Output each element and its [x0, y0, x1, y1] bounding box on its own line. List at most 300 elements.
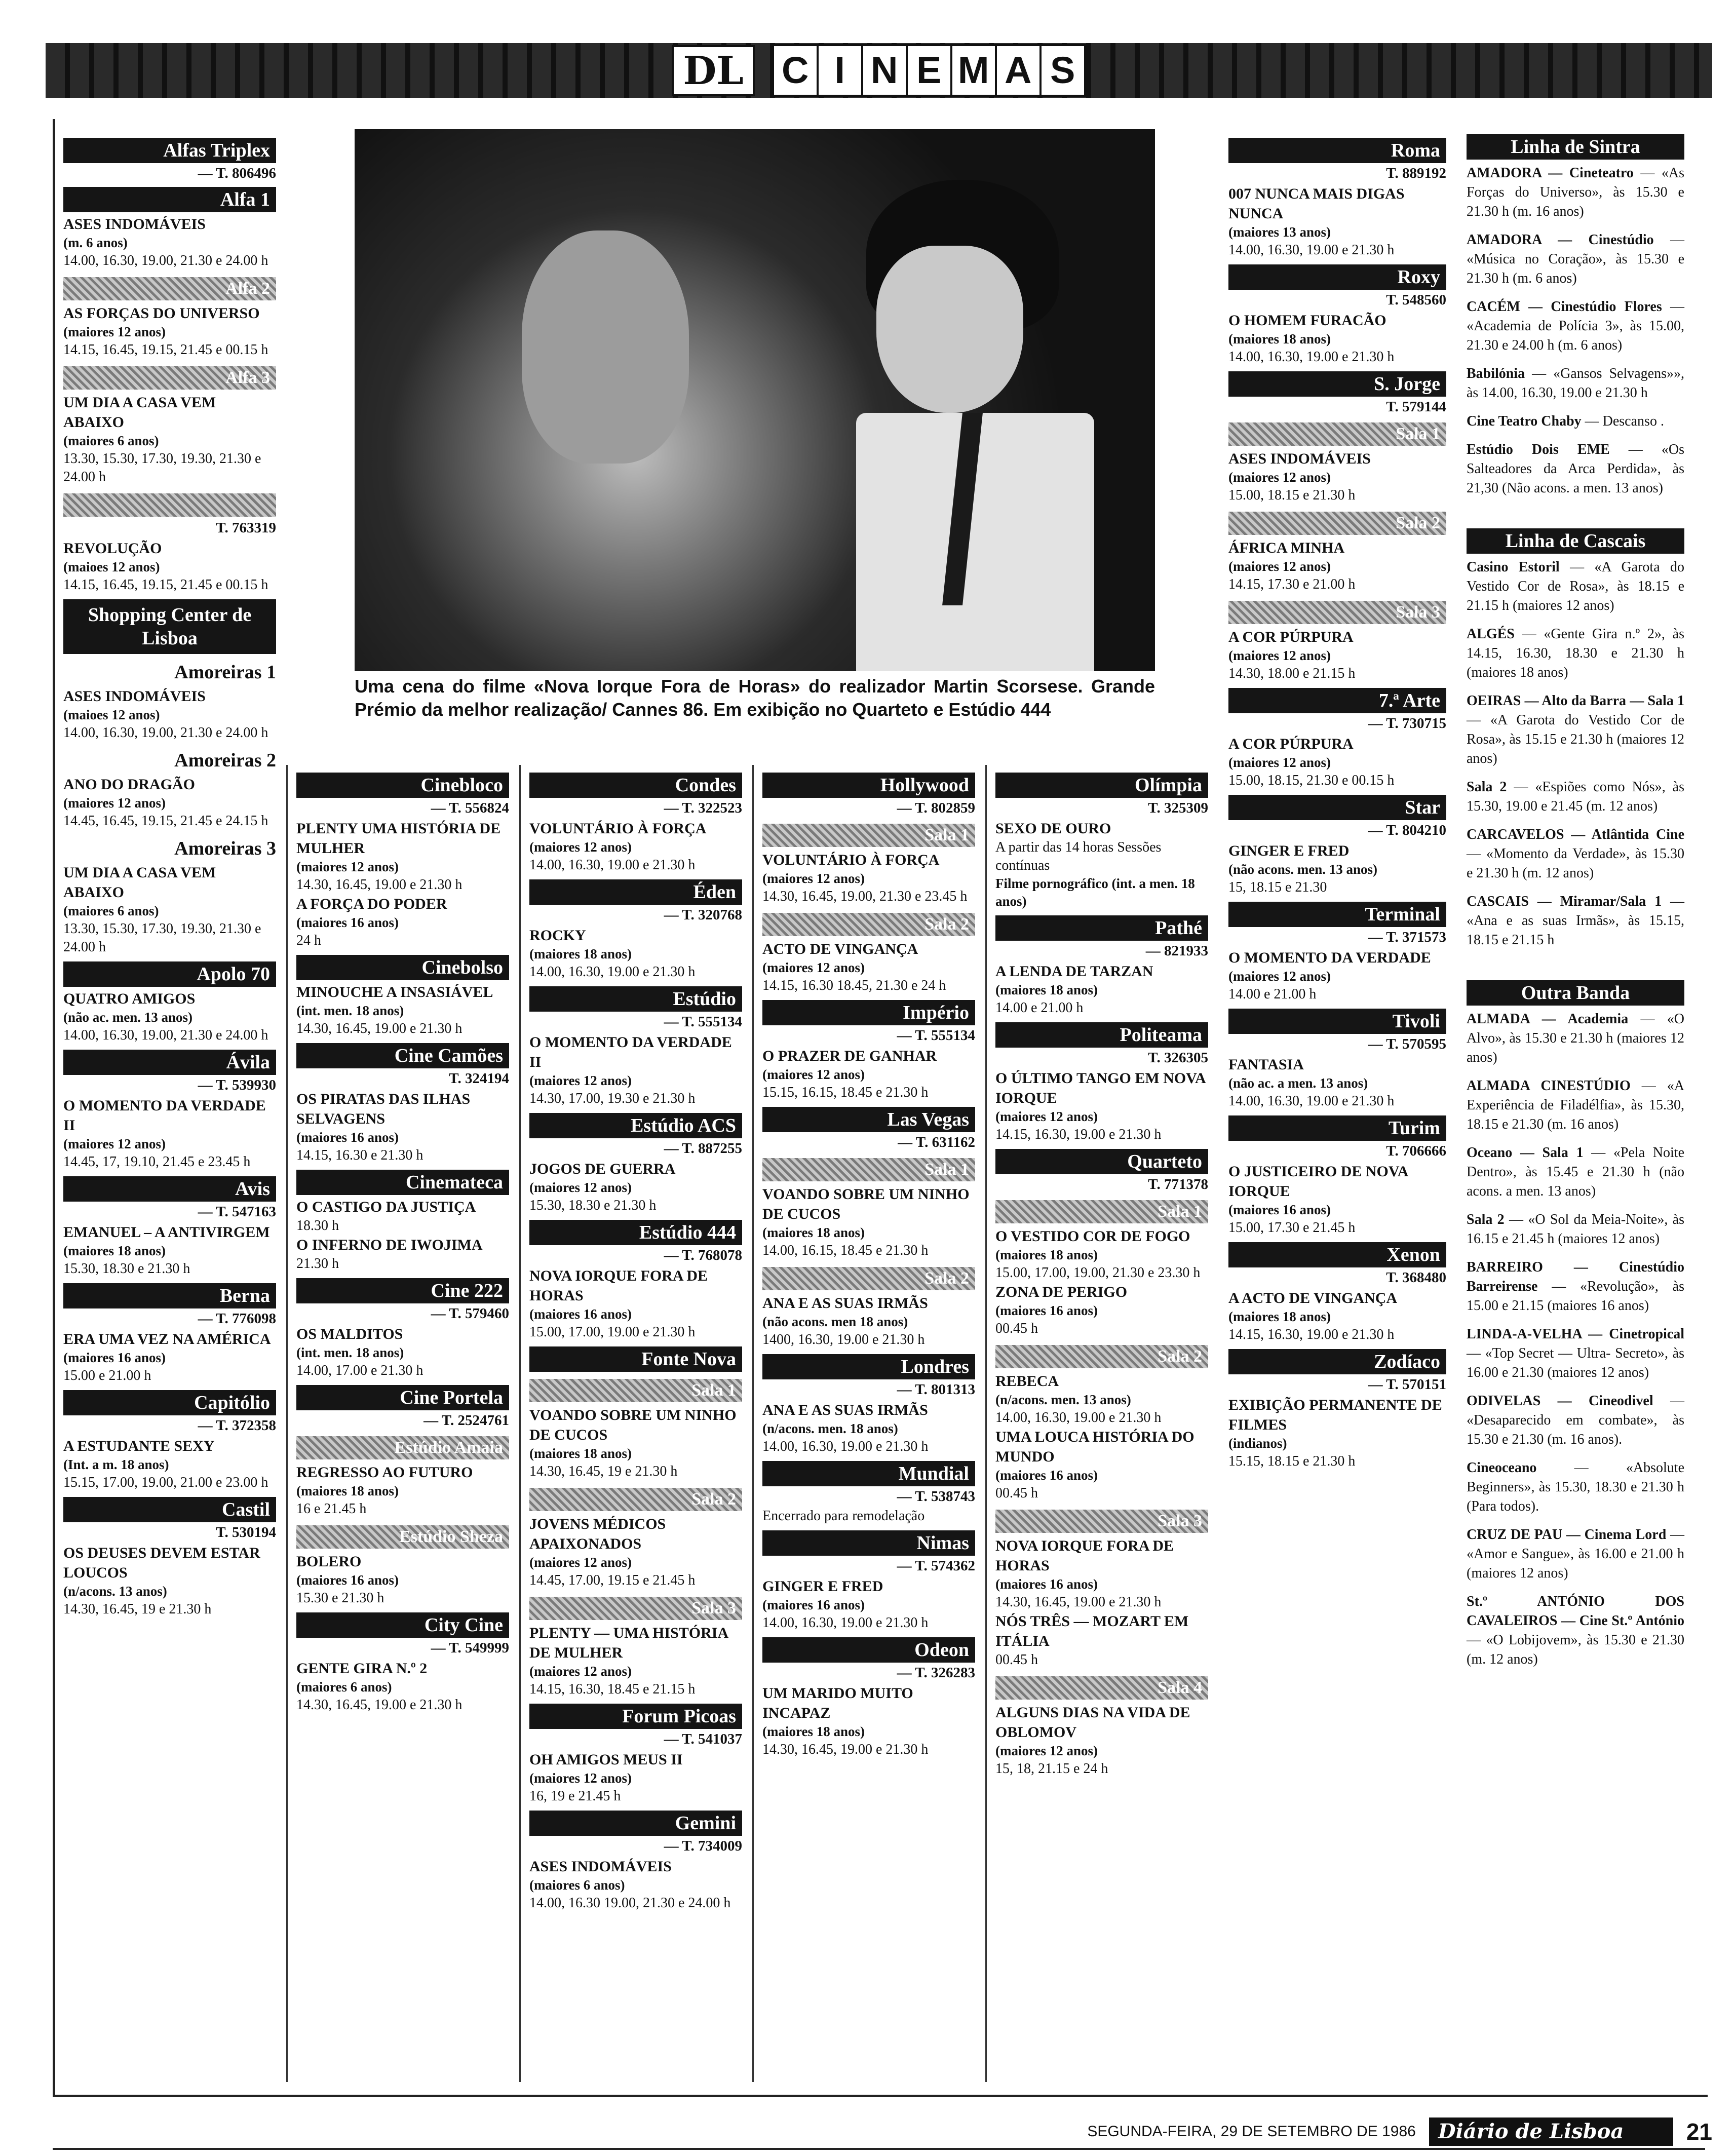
cinema-entry: [1228, 512, 1446, 594]
film-title: ÁFRICA MINHA: [1228, 540, 1345, 556]
cinema-name: Cine Camões: [296, 1043, 509, 1068]
cinema-entry: [529, 1113, 742, 1215]
showtimes: 14.45, 17, 19.10, 21.45 e 23.45 h: [63, 1154, 251, 1170]
film-title: JOGOS DE GUERRA: [529, 1161, 676, 1177]
cinema-entry: [995, 1200, 1208, 1338]
listing-text: — «O Alvo», às 15.30 e 21.30 h (maiores 12 anos): [1467, 1011, 1684, 1065]
column-lisbon-a: [63, 133, 276, 1619]
phone-number: — T. 555134: [897, 1027, 975, 1044]
cinema-name: Capitólio: [63, 1390, 276, 1415]
film-title: ANA E AS SUAS IRMÃS: [762, 1402, 928, 1418]
listing-text: — «Top Secret — Ultra- Secreto», às 16.00 e 21.30 (maiores 12 anos): [1467, 1345, 1684, 1380]
room-label: Estúdio Amaia: [296, 1436, 509, 1459]
cinema-name: Quarteto: [995, 1149, 1208, 1174]
listing-text: — «A Experiência de Filadélfia», às 15.30, 18.15 e 21.30 (m. 16 anos): [1467, 1078, 1684, 1132]
cinema-name: Londres: [762, 1354, 975, 1379]
age-rating: (Int. a m. 18 anos): [63, 1457, 169, 1472]
age-rating: (não acons. men 18 anos): [762, 1314, 908, 1329]
cinema-entry: [63, 599, 276, 654]
cinema-name: Cine 222: [296, 1278, 509, 1303]
phone-number: T. 530194: [216, 1524, 276, 1541]
phone-number: — 821933: [1145, 943, 1208, 959]
cinema-name: Xenon: [1228, 1242, 1446, 1267]
film-title: OS DEUSES DEVEM ESTAR LOUCOS: [63, 1545, 260, 1581]
region-listing: [1467, 230, 1684, 288]
region-listing: [1467, 892, 1684, 950]
cinema-entry: [63, 1050, 276, 1171]
listing-text: — «Amor e Sangue», às 16.00 e 21.00 h (maiores 12 anos): [1467, 1527, 1685, 1581]
film-title: GENTE GIRA N.º 2: [296, 1660, 428, 1677]
age-rating: Filme pornográfico (int. a men. 18 anos): [995, 876, 1195, 909]
showtimes: 14.00, 16.30, 19.00 e 21.30 h: [762, 1439, 929, 1454]
region-listing: [1467, 825, 1684, 883]
film-title: SEXO DE OURO: [995, 820, 1111, 837]
film-title: O CASTIGO DA JUSTIÇA: [296, 1199, 476, 1215]
title-letter: C: [772, 44, 819, 97]
showtimes: 00.45 h: [995, 1321, 1038, 1336]
newspaper-name: Diário de Lisboa: [1429, 2118, 1673, 2146]
age-rating: (maiores 6 anos): [296, 1679, 392, 1695]
page-footer: [952, 2116, 1712, 2147]
age-rating: (maioes 12 anos): [63, 559, 160, 574]
showtimes: 15.30, 18.30 e 21.30 h: [529, 1198, 657, 1213]
cinema-name: Cinemateca: [296, 1170, 509, 1195]
showtimes: 14.00, 16.30, 19.00 e 21.30 h: [995, 1410, 1162, 1426]
age-rating: (maiores 18 anos): [995, 982, 1098, 997]
photo-caption: Uma cena do filme «Nova Iorque Fora de Horas» do realizador Martin Scorsese. Grande Prémio da melhor realização/ Cannes 86. Em exibição no Quarteto e Estúdio 444: [355, 676, 1155, 720]
showtimes: 14.00, 17.00 e 21.30 h: [296, 1363, 423, 1378]
column-divider: [985, 765, 987, 2082]
age-rating: (maiores 16 anos): [296, 915, 399, 930]
showtimes: 14.00, 16.30, 19.00 e 21.30 h: [762, 1615, 929, 1631]
phone-number: T. 324194: [449, 1070, 509, 1087]
phone-number: — T. 730715: [1368, 715, 1446, 732]
showtimes: 00.45 h: [995, 1652, 1038, 1668]
region-listing: [1467, 1076, 1684, 1134]
age-rating: (maiores 18 anos): [296, 1483, 399, 1498]
issue-date: SEGUNDA-FEIRA, 29 DE SETEMBRO DE 1986: [1087, 2123, 1416, 2140]
cinema-entry: [63, 277, 276, 359]
listing-text: — «Academia de Polícia 3», às 15.00, 21.30 e 24.00 h (m. 6 anos): [1467, 299, 1685, 353]
cinema-entry: [762, 1267, 975, 1349]
cinema-name: Éden: [529, 879, 742, 905]
age-rating: (maiores 12 anos): [296, 859, 399, 874]
cinema-entry: [529, 1704, 742, 1805]
phone-number: — T. 570595: [1368, 1036, 1446, 1052]
cinema-name: Star: [1228, 795, 1446, 820]
phone-number: — T. 322523: [664, 800, 742, 816]
phone-number: T. 325309: [1148, 800, 1208, 816]
cinema-entry: [529, 1220, 742, 1341]
film-title: EXIBIÇÃO PERMANENTE DE FILMES: [1228, 1397, 1442, 1433]
film-title: JOVENS MÉDICOS APAIXONADOS: [529, 1516, 666, 1552]
showtimes: 14.00, 16.30, 19.00 e 21.30 h: [529, 964, 696, 980]
cinema-entry: [1228, 601, 1446, 683]
room-label: Estúdio Sheza: [296, 1525, 509, 1549]
showtimes: 14.45, 17.00, 19.15 e 21.45 h: [529, 1572, 696, 1588]
room-label: Sala 3: [995, 1510, 1208, 1533]
age-rating: (maiores 16 anos): [995, 1303, 1098, 1318]
column-lisbon-f: [1228, 133, 1446, 1471]
region-listing: [1467, 558, 1684, 615]
cinema-entry: [296, 1385, 509, 1429]
film-title: ANO DO DRAGÃO: [63, 776, 195, 793]
film-title: REGRESSO AO FUTURO: [296, 1464, 473, 1481]
room-label: Sala 2: [762, 913, 975, 936]
cinema-entry: [529, 1488, 742, 1590]
cinema-name: Mundial: [762, 1461, 975, 1486]
cinema-entry: [995, 1676, 1208, 1778]
cinema-entry: [296, 1278, 509, 1380]
cinema-entry: [995, 773, 1208, 910]
cinema-entry: [1228, 902, 1446, 1004]
film-title: ALGUNS DIAS NA VIDA DE OBLOMOV: [995, 1704, 1190, 1741]
film-title: ASES INDOMÁVEIS: [529, 1858, 672, 1875]
film-title: OS MALDITOS: [296, 1326, 403, 1342]
cinema-entry: [762, 913, 975, 995]
listing-text: — «O Sol da Meia-Noite», às 16.15 e 21.45 h (maiores 12 anos): [1467, 1212, 1685, 1247]
showtimes: 14.00, 16.30 19.00, 21.30 e 24.00 h: [529, 1895, 731, 1911]
cinema-name: Império: [762, 1000, 975, 1025]
region-header: Outra Banda: [1467, 980, 1684, 1006]
cinema-entry: [63, 493, 276, 594]
room-label: Sala 2: [1228, 512, 1446, 535]
age-rating: (maiores 12 anos): [63, 795, 166, 811]
region-listing: [1467, 440, 1684, 498]
cinema-entry: [995, 1022, 1208, 1144]
film-title: A ESTUDANTE SEXY: [63, 1438, 215, 1454]
film-title: ZONA DE PERIGO: [995, 1284, 1128, 1300]
cinema-entry: [529, 879, 742, 981]
listing-text: — «Ana e as suas Irmãs», às 15.15, 18.15 e 21.15 h: [1467, 894, 1684, 948]
cinema-name: Estúdio: [529, 986, 742, 1012]
cinema-name: Condes: [529, 773, 742, 798]
phone-number: — T. 541037: [664, 1731, 742, 1747]
cinema-entry: [762, 1158, 975, 1260]
film-title: UM MARIDO MUITO INCAPAZ: [762, 1685, 913, 1721]
showtimes: 14.00, 16.15, 18.45 e 21.30 h: [762, 1243, 929, 1258]
showtimes: 18.30 h: [296, 1218, 339, 1234]
showtimes: 14.15, 16.45, 19.15, 21.45 e 00.15 h: [63, 342, 268, 358]
region-listing: [1467, 412, 1684, 431]
age-rating: (maiores 6 anos): [63, 903, 159, 918]
cinema-entry: [762, 1530, 975, 1632]
showtimes: 14.00 e 21.00 h: [995, 1000, 1084, 1016]
cinema-name: Berna: [63, 1283, 276, 1308]
age-rating: (maiores 6 anos): [529, 1877, 625, 1893]
showtimes: 14.00, 16.30, 19.00 e 21.30 h: [1228, 1093, 1395, 1109]
phone-number: T. 771378: [1148, 1176, 1208, 1192]
age-rating: (m. 6 anos): [63, 235, 128, 250]
cinema-entry: [63, 749, 276, 830]
film-title: 007 NUNCA MAIS DIGAS NUNCA: [1228, 185, 1405, 222]
cinema-entry: [63, 961, 276, 1045]
film-title: O ÚLTIMO TANGO EM NOVA IORQUE: [995, 1070, 1205, 1106]
cinema-name: ALGÉS: [1467, 626, 1515, 642]
region-listing: [1467, 625, 1684, 682]
cinema-entry: [995, 1345, 1208, 1503]
cinema-name: Terminal: [1228, 902, 1446, 927]
cinema-name: Turim: [1228, 1115, 1446, 1141]
cinema-name: Casino Estoril: [1467, 559, 1560, 575]
age-rating: (int. men. 18 anos): [296, 1003, 404, 1018]
room-label: Sala 1: [995, 1200, 1208, 1223]
cinema-entry: [296, 1525, 509, 1607]
film-title: UMA LOUCA HISTÓRIA DO MUNDO: [995, 1429, 1194, 1465]
listing-text: — «Absolute Beginners», às 15.30, 18.30 e 21.30 h (Para todos).: [1467, 1460, 1684, 1514]
film-title: GINGER E FRED: [762, 1578, 883, 1595]
phone-number: T. 368480: [1386, 1269, 1446, 1286]
cinema-name: Las Vegas: [762, 1107, 975, 1132]
age-rating: (maiores 12 anos): [529, 1073, 632, 1088]
showtimes: 15.15, 18.15 e 21.30 h: [1228, 1453, 1356, 1469]
cinema-name: Odeon: [762, 1637, 975, 1663]
age-rating: (maiores 16 anos): [296, 1572, 399, 1588]
cinema-entry: [296, 1043, 509, 1165]
cinema-entry: [63, 1283, 276, 1385]
phone-number: — T. 320768: [664, 907, 742, 923]
age-rating: (maiores 16 anos): [995, 1576, 1098, 1592]
cinema-name: Fonte Nova: [529, 1346, 742, 1372]
showtimes: 15.30, 18.30 e 21.30 h: [63, 1261, 190, 1277]
cinema-name: Sala 2: [1467, 779, 1507, 795]
cinema-entry: [995, 915, 1208, 1017]
masthead: [46, 43, 1712, 98]
room-label: Sala 4: [995, 1676, 1208, 1700]
cinema-name: BARREIRO — Cinestúdio Barreirense: [1467, 1259, 1684, 1294]
film-title: REVOLUÇÃO: [63, 540, 162, 557]
cinema-name: Cine Teatro Chaby: [1467, 413, 1582, 429]
age-rating: (maiores 12 anos): [995, 1743, 1098, 1758]
room-label: Sala 2: [762, 1267, 975, 1290]
cinema-entry: [1228, 1009, 1446, 1110]
listing-text: — «Pela Noite Dentro», às 15.45 e 21.30 h (não acons. a men. 13 anos): [1467, 1145, 1685, 1199]
cinema-entry: [762, 1107, 975, 1151]
phone-number: — T. 371573: [1368, 929, 1446, 945]
cinema-name: Pathé: [995, 915, 1208, 941]
phone-number: — T. 574362: [897, 1558, 975, 1574]
listing-text: — «As Forças do Universo», às 15.30 e 21.30 h (m. 16 anos): [1467, 165, 1684, 219]
cinema-name: ALMADA — Academia: [1467, 1011, 1629, 1027]
cinema-entry: [995, 1510, 1208, 1669]
film-title: PLENTY UMA HISTÓRIA DE MULHER: [296, 820, 501, 857]
region-listing: [1467, 1210, 1684, 1249]
phone-number: T. 706666: [1386, 1143, 1446, 1159]
phone-number: — T. 776098: [198, 1311, 276, 1327]
showtimes: 14.00, 16.30, 19.00 e 21.30 h: [1228, 349, 1395, 365]
showtimes: 15.15, 16.15, 18.45 e 21.30 h: [762, 1085, 929, 1100]
cinema-name: Hollywood: [762, 773, 975, 798]
region-listing: [1467, 164, 1684, 221]
film-title: ROCKY: [529, 927, 586, 944]
cinema-name: Roma: [1228, 138, 1446, 163]
showtimes: 14.15, 16.30 e 21.30 h: [296, 1147, 423, 1163]
cinema-name: AMADORA — Cinestúdio: [1467, 232, 1654, 248]
age-rating: (maiores 12 anos): [995, 1109, 1098, 1124]
cinema-name: Shopping Center de Lisboa: [63, 599, 276, 654]
region-listing: [1467, 1592, 1684, 1669]
phone-number: — T. 570151: [1368, 1376, 1446, 1393]
region-listing: [1467, 1325, 1684, 1382]
cinema-name: Politeama: [995, 1022, 1208, 1048]
showtimes: 14.30, 16.45, 19 e 21.30 h: [529, 1464, 678, 1479]
film-title: O PRAZER DE GANHAR: [762, 1048, 937, 1064]
film-title: AS FORÇAS DO UNIVERSO: [63, 305, 260, 322]
title-letter: M: [950, 44, 997, 97]
age-rating: (indianos): [1228, 1436, 1287, 1451]
age-rating: (maiores 16 anos): [762, 1597, 865, 1612]
age-rating: (maiores 12 anos): [762, 960, 865, 975]
film-title: ASES INDOMÁVEIS: [63, 688, 206, 705]
showtimes: 14.30, 16.45, 19.00 e 21.30 h: [762, 1742, 929, 1757]
film-title: VOANDO SOBRE UM NINHO DE CUCOS: [529, 1407, 737, 1443]
room-label: [63, 493, 276, 517]
title-letter: N: [861, 44, 908, 97]
cinema-entry: [296, 773, 509, 950]
cinema-name: Cinebolso: [296, 955, 509, 980]
film-title: ASES INDOMÁVEIS: [1228, 450, 1371, 467]
phone-number: T. 889192: [1386, 165, 1446, 181]
film-title: OS PIRATAS DAS ILHAS SELVAGENS: [296, 1091, 471, 1127]
showtimes: 14.45, 16.45, 19.15, 21.45 e 24.15 h: [63, 813, 268, 829]
film-title: VOLUNTÁRIO À FORÇA: [762, 852, 940, 868]
age-rating: (maiores 12 anos): [762, 871, 865, 886]
listing-text: — «A Garota do Vestido Cor de Rosa», às 18.15 e 21.15 h (maiores 12 anos): [1467, 559, 1684, 613]
film-title: O VESTIDO COR DE FOGO: [995, 1228, 1190, 1245]
showtimes: 16 e 21.45 h: [296, 1501, 367, 1517]
cinema-name: St.º ANTÓNIO DOS CAVALEIROS — Cine St.º António: [1467, 1594, 1684, 1629]
phone-number: — T. 538743: [897, 1488, 975, 1505]
cinema-entry: [762, 1354, 975, 1456]
title-letter: A: [995, 44, 1042, 97]
listing-text: — Descanso .: [1581, 413, 1664, 429]
showtimes: 15.00, 17.30 e 21.45 h: [1228, 1220, 1356, 1236]
cinema-name: Olímpia: [995, 773, 1208, 798]
column-divider: [519, 765, 521, 2082]
showtimes: 15.00, 17.00, 19.00 e 21.30 h: [529, 1324, 696, 1340]
film-title: VOANDO SOBRE UM NINHO DE CUCOS: [762, 1186, 970, 1222]
cinema-entry: [63, 837, 276, 956]
cinema-name: Roxy: [1228, 264, 1446, 290]
cinema-name: CARCAVELOS — Atlântida Cine: [1467, 827, 1684, 842]
cinema-name: Nimas: [762, 1530, 975, 1556]
phone-number: — T. 887255: [664, 1140, 742, 1157]
cinema-name: Gemini: [529, 1811, 742, 1836]
film-title: O JUSTICEIRO DE NOVA IORQUE: [1228, 1163, 1408, 1200]
cinema-entry: [529, 773, 742, 874]
room-label: Amoreiras 3: [174, 838, 276, 859]
showtimes: 14.30, 18.00 e 21.15 h: [1228, 666, 1356, 681]
column-divider: [286, 765, 288, 2082]
showtimes: 14.15, 17.30 e 21.00 h: [1228, 576, 1356, 592]
listing-text: — «Música no Coração», às 15.30 e 21.30 h (m. 6 anos): [1467, 232, 1684, 286]
room-label: Alfa 3: [63, 366, 276, 390]
listing-text: — «Desaparecido em combate», às 15.30 e 21.30 (m. 16 anos).: [1467, 1393, 1684, 1447]
listing-text: — «Revolução», às 15.00 e 21.15 (maiores 16 anos): [1467, 1279, 1684, 1314]
film-title: VOLUNTÁRIO À FORÇA: [529, 820, 707, 837]
cinema-name: Cineoceano: [1467, 1460, 1537, 1476]
phone-number: — T. 555134: [664, 1014, 742, 1030]
region-header: Linha de Sintra: [1467, 134, 1684, 160]
age-rating: (maiores 18 anos): [1228, 331, 1331, 346]
cinema-entry: [296, 1170, 509, 1273]
showtimes: 15, 18.15 e 21.30: [1228, 879, 1327, 895]
cinema-name: Alfas Triplex: [63, 138, 276, 163]
age-rating: (maiores 18 anos): [63, 1243, 166, 1258]
column-lisbon-e: [995, 767, 1208, 1778]
film-title: BOLERO: [296, 1553, 362, 1570]
cinema-entry: [63, 187, 276, 270]
cinema-entry: [1228, 1349, 1446, 1471]
cinema-name: Cine Portela: [296, 1385, 509, 1410]
showtimes: 14.30, 16.45, 19.00 e 21.30 h: [296, 877, 463, 893]
phone-number: T. 548560: [1386, 292, 1446, 308]
phone-number: — T. 804210: [1368, 822, 1446, 838]
film-title: NÓS TRÊS — MOZART EM ITÁLIA: [995, 1613, 1189, 1649]
room-label: Sala 1: [1228, 422, 1446, 446]
film-title: FANTASIA: [1228, 1056, 1304, 1073]
cinema-name: Castil: [63, 1497, 276, 1522]
room-label: Sala 2: [995, 1345, 1208, 1368]
cinema-entry: [529, 1811, 742, 1912]
phone-number: — T. 768078: [664, 1247, 742, 1263]
film-title: A FORÇA DO PODER: [296, 896, 447, 912]
phone-number: — T. 539930: [198, 1077, 276, 1093]
listing-text: — «Gansos Selvagens»», às 14.00, 16.30, 19.00 e 21.30 h: [1467, 366, 1684, 401]
showtimes: 14.30, 16.45, 19.00 e 21.30 h: [995, 1594, 1162, 1610]
cinema-entry: [529, 986, 742, 1108]
cinema-name: CASCAIS — Miramar/Sala 1: [1467, 894, 1662, 909]
showtimes: 14.00, 16.30, 19.00 e 21.30 h: [529, 857, 696, 873]
showtimes: 24 h: [296, 933, 321, 948]
age-rating: (maiores 12 anos): [529, 839, 632, 855]
phone-number: — T. 2524761: [423, 1412, 509, 1429]
age-rating: (int. men. 18 anos): [296, 1345, 404, 1360]
room-label: Sala 1: [529, 1379, 742, 1402]
age-rating: (maiores 13 anos): [1228, 224, 1331, 240]
film-title: O MOMENTO DA VERDADE: [1228, 949, 1431, 966]
region-listing: [1467, 1010, 1684, 1067]
phone-number: — T. 549999: [431, 1640, 509, 1656]
cinema-entry: [63, 1176, 276, 1278]
room-label: Sala 3: [1228, 601, 1446, 624]
cinema-name: Forum Picoas: [529, 1704, 742, 1729]
cinema-entry: [762, 1000, 975, 1102]
listing-text: — «Gente Gira n.º 2», às 14.15, 16.30, 18.30 e 21.30 h (maiores 18 anos): [1467, 626, 1684, 680]
showtimes: 14.30, 16.45, 19.00 e 21.30 h: [296, 1697, 463, 1713]
film-title: UM DIA A CASA VEM ABAIXO: [63, 864, 216, 901]
showtimes: 15.00, 18.15 e 21.30 h: [1228, 487, 1356, 503]
cinema-entry: [1228, 1242, 1446, 1344]
cinema-name: LINDA-A-VELHA — Cinetropical: [1467, 1326, 1684, 1342]
listing-text: — «O Lobijovem», às 15.30 e 21.30 (m. 12 anos): [1467, 1632, 1684, 1667]
showtimes: 13.30, 15.30, 17.30, 19.30, 21.30 e 24.00 h: [63, 451, 261, 485]
age-rating: (maiores 16 anos): [296, 1130, 399, 1145]
cinema-name: Sala 2: [1467, 1212, 1505, 1227]
listing-text: — «Espiões como Nós», às 15.30, 19.00 e 21.45 (m. 12 anos): [1467, 779, 1684, 814]
age-rating: (maiores 12 anos): [63, 324, 166, 339]
cinema-name: AMADORA — Cineteatro: [1467, 165, 1634, 181]
film-still-photo: [355, 129, 1155, 671]
region-header: Linha de Cascais: [1467, 528, 1684, 554]
age-rating: (maiores 12 anos): [1228, 559, 1331, 574]
age-rating: (n/acons. men. 18 anos): [762, 1421, 898, 1436]
cinema-entry: [63, 366, 276, 486]
showtimes: 1400, 16.30, 19.00 e 21.30 h: [762, 1332, 925, 1348]
age-rating: (maiores 18 anos): [995, 1247, 1098, 1262]
phone-number: T. 326305: [1148, 1050, 1208, 1066]
cinema-entry: [296, 955, 509, 1038]
